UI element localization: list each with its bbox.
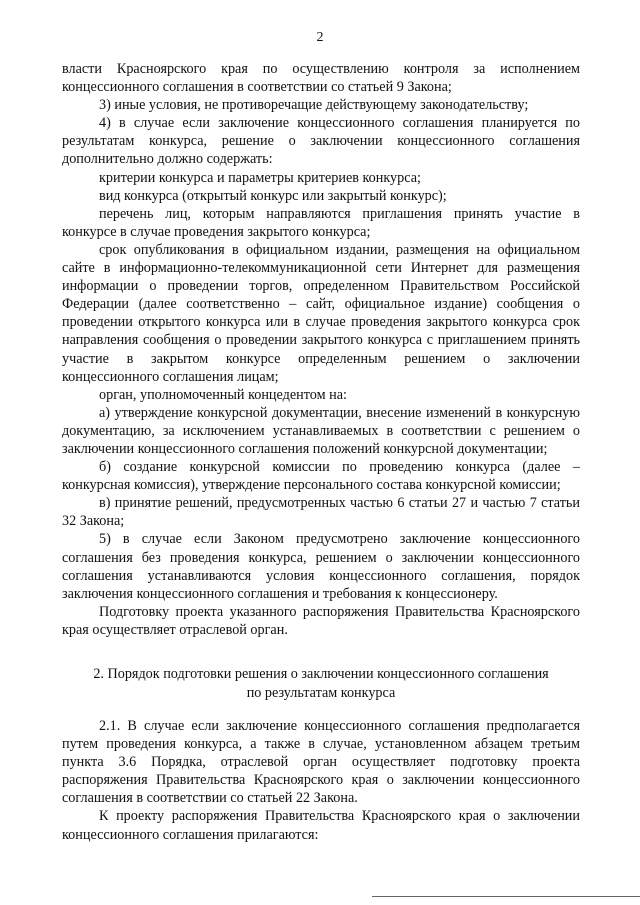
paragraph: в) принятие решений, предусмотренных частью 6 статьи 27 и частью 7 статьи 32 Закона;: [62, 495, 580, 530]
paragraph: власти Красноярского края по осуществлению контроля за исполнением концессионного соглашения в соответствии со статьей 9 Закона;: [62, 61, 580, 96]
paragraph: 2.1. В случае если заключение концессионного соглашения предполагается путем проведения конкурса, а также в случае, установленном абзацем третьим пункта 3.6 Порядка, отраслевой орган осуществляет подготовку проекта распоряжения Правительства Красноярского края о заключении концессионного соглашения в соответствии со статьей 22 Закона.: [62, 718, 580, 807]
section-heading-line: 2. Порядок подготовки решения о заключении концессионного соглашения: [93, 666, 549, 682]
page-number: 2: [316, 30, 324, 45]
body-text: [62, 60, 580, 639]
section-body-text: [62, 717, 580, 844]
paragraph: 3) иные условия, не противоречащие действующему законодательству;: [99, 97, 529, 114]
footer-rule: [372, 896, 640, 897]
paragraph: 5) в случае если Законом предусмотрено заключение концессионного соглашения без проведения конкурса, решением о заключении концессионного соглашения устанавливаются условия концессионного соглашения, порядок заключения концессионного соглашения и требования к концессионеру.: [62, 531, 580, 602]
paragraph: срок опубликования в официальном издании, размещения на официальном сайте в информационно-телекоммуникационной сети Интернет для размещения информации о проведении торгов, определенном Правительством Российской Федерации (далее соответственно – сайт, официальное издание) сообщения о проведении открытого конкурса или в случае проведения закрытого конкурса срок направления сообщения о проведении закрытого конкурса с приглашением принять участие в закрытом конкурсе определенным решением о заключении концессионного соглашения лицам;: [62, 241, 580, 385]
paragraph: орган, уполномоченный концедентом на:: [99, 386, 347, 403]
paragraph: а) утверждение конкурсной документации, внесение изменений в конкурсную документацию, за исключением устанавливаемых в соответствии с решением о заключении концессионного соглашения положений конкурсной документации;: [62, 404, 580, 457]
paragraph: 4) в случае если заключение концессионного соглашения планируется по результатам конкурса, решение о заключении концессионного соглашения дополнительно должно содержать:: [62, 115, 580, 168]
section-heading-line: по результатам конкурса: [246, 684, 396, 701]
paragraph: критерии конкурса и параметры критериев конкурса;: [99, 169, 421, 186]
paragraph: вид конкурса (открытый конкурс или закрытый конкурс);: [99, 187, 447, 204]
section-heading: [62, 665, 580, 702]
paragraph: перечень лиц, которым направляются приглашения принять участие в конкурсе в случае проведения закрытого конкурса;: [62, 205, 580, 240]
paragraph: б) создание конкурсной комиссии по проведению конкурса (далее – конкурсная комиссия), утверждение персонального состава конкурсной комиссии;: [62, 459, 580, 494]
paragraph: К проекту распоряжения Правительства Красноярского края о заключении концессионного соглашения прилагаются:: [62, 808, 580, 843]
paragraph: Подготовку проекта указанного распоряжения Правительства Красноярского края осуществляет отраслевой орган.: [62, 603, 580, 638]
